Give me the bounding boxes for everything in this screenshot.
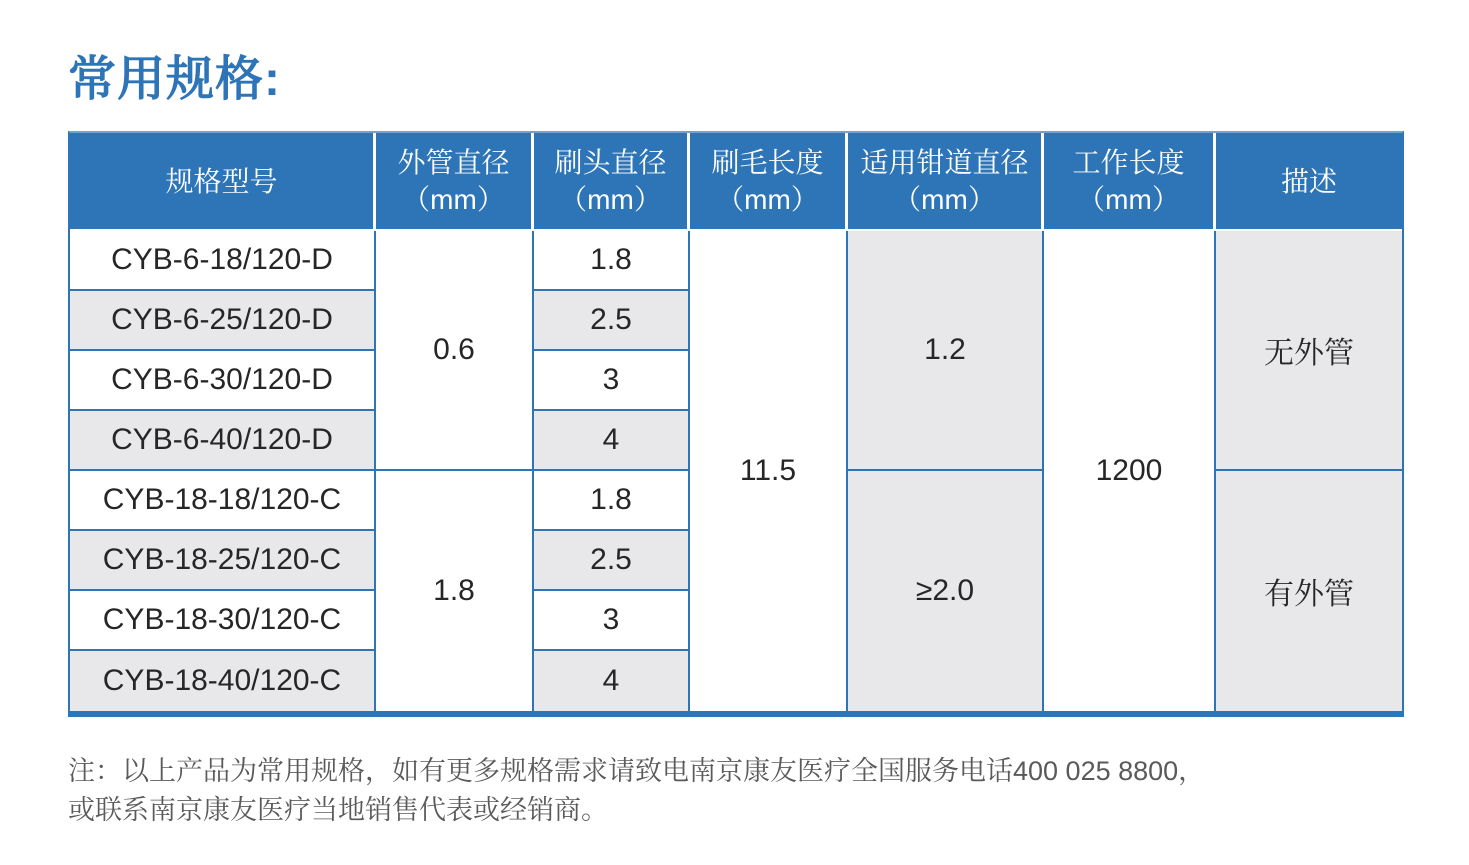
- col-header-bristle-length-unit: （mm）: [716, 184, 819, 215]
- col-header-working-length-label: 工作长度: [1072, 147, 1185, 178]
- col-header-model: [70, 133, 376, 231]
- cell-model-4: CYB-6-40/120-D: [70, 411, 376, 471]
- col-header-outer-tube-label: 外管直径: [397, 147, 510, 178]
- cell-model-5: CYB-18-18/120-C: [70, 471, 376, 531]
- cell-working-length: 1200: [1044, 231, 1216, 711]
- col-header-outer-tube-diameter: [376, 133, 534, 231]
- cell-model-1: CYB-6-18/120-D: [70, 231, 376, 291]
- cell-bristle-length: 11.5: [690, 231, 848, 711]
- page-title: 常用规格:: [68, 53, 281, 106]
- cell-description-group-2: 有外管: [1216, 471, 1402, 711]
- cell-brush-head-6: 2.5: [534, 531, 690, 591]
- cell-brush-head-4: 4: [534, 411, 690, 471]
- footnote: [68, 752, 1248, 830]
- cell-brush-head-5: 1.8: [534, 471, 690, 531]
- col-header-channel-unit: （mm）: [893, 184, 996, 215]
- cell-brush-head-8: 4: [534, 651, 690, 711]
- col-header-description: [1216, 133, 1402, 231]
- cell-outer-tube-diameter-group-2: 1.8: [376, 471, 534, 711]
- cell-brush-head-3: 3: [534, 351, 690, 411]
- col-header-model-label: 规格型号: [165, 165, 278, 197]
- col-header-working-length-unit: （mm）: [1077, 184, 1180, 215]
- spec-table: [68, 131, 1404, 717]
- cell-channel-diameter-group-2: ≥2.0: [848, 471, 1044, 711]
- cell-model-7: CYB-18-30/120-C: [70, 591, 376, 651]
- col-header-brush-head-unit: （mm）: [559, 184, 662, 215]
- cell-model-3: CYB-6-30/120-D: [70, 351, 376, 411]
- col-header-outer-tube-unit: （mm）: [402, 184, 505, 215]
- cell-channel-diameter-group-1: 1.2: [848, 231, 1044, 471]
- col-header-working-length: [1044, 133, 1216, 231]
- cell-model-2: CYB-6-25/120-D: [70, 291, 376, 351]
- cell-description-group-1: 无外管: [1216, 231, 1402, 471]
- col-header-bristle-length-label: 刷毛长度: [711, 147, 824, 178]
- cell-model-6: CYB-18-25/120-C: [70, 531, 376, 591]
- cell-brush-head-1: 1.8: [534, 231, 690, 291]
- col-header-description-label: 描述: [1280, 165, 1337, 197]
- col-header-brush-head-label: 刷头直径: [554, 147, 667, 178]
- col-header-bristle-length: [690, 133, 848, 231]
- cell-outer-tube-diameter-group-1: 0.6: [376, 231, 534, 471]
- col-header-brush-head-diameter: [534, 133, 690, 231]
- cell-model-8: CYB-18-40/120-C: [70, 651, 376, 711]
- col-header-channel-label: 适用钳道直径: [860, 147, 1029, 178]
- cell-brush-head-7: 3: [534, 591, 690, 651]
- col-header-channel-diameter: [848, 133, 1044, 231]
- cell-brush-head-2: 2.5: [534, 291, 690, 351]
- footnote-line-2: 或联系南京康友医疗当地销售代表或经销商。: [68, 795, 608, 825]
- footnote-line-1: 注：以上产品为常用规格，如有更多规格需求请致电南京康友医疗全国服务电话400 025 8800，: [68, 756, 1206, 786]
